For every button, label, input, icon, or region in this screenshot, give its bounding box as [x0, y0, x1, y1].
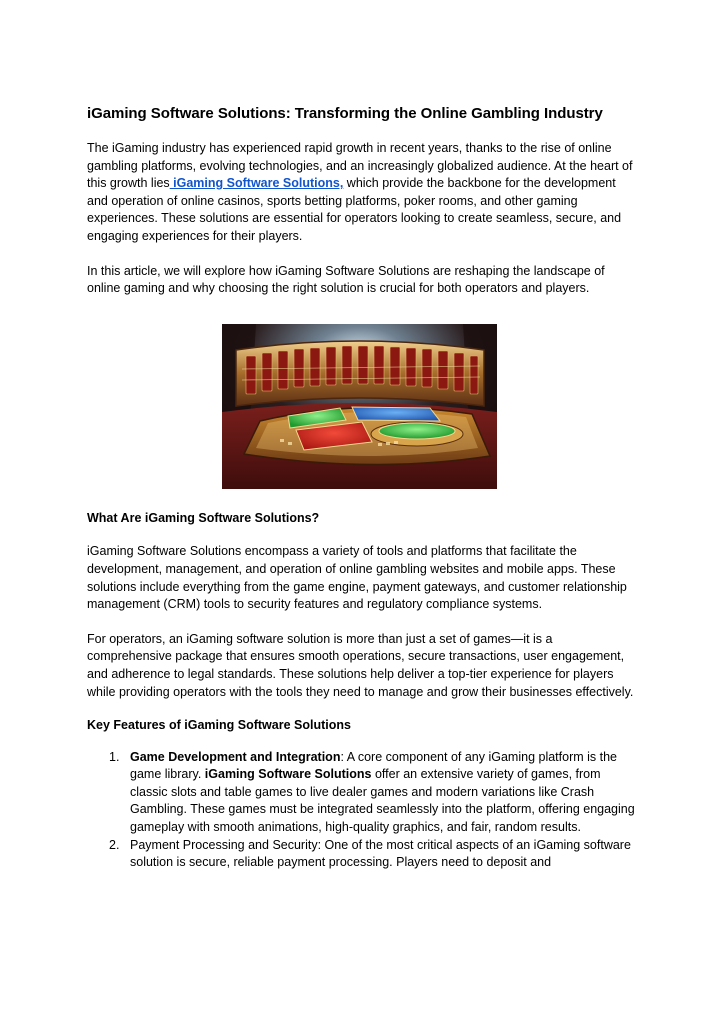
intro-text-before-link: The iGaming industry has experienced rapid growth in recent years, thanks to the rise of online gambling platforms, evolving technologies, and an increasingly globalized audience. At the heart of this growth lies [87, 141, 633, 191]
article-overview-paragraph: In this article, we will explore how iGaming Software Solutions are reshaping the landscape of online gaming and why choosing the right solution is crucial for both operators and players. [87, 263, 605, 296]
casino-table-image [222, 324, 497, 489]
list-item-number: 1. [109, 749, 120, 764]
list-item-text: offer an extensive variety of games, from classic slots and table games to live dealer games and modern variations like Crash Gambling. These games must be integrated seamlessly into the platform, offering engaging gameplay with smooth animations, high-quality graphics, and fair, random results. [130, 767, 635, 835]
intro-text-after-link: which provide the backbone for the development and operation of online casinos, sports betting platforms, poker rooms, and other gaming experiences. These solutions are essential for operators looking to create seamless, secure, and engaging experiences for their players. [87, 176, 622, 243]
list-item-text: : A core component of any iGaming platform is the game library. [130, 749, 618, 782]
casino-table-figure [87, 324, 635, 489]
list-item-text: Payment Processing and Security: One of the most critical aspects of an iGaming software solution is secure, reliable payment processing. Players need to deposit and [130, 837, 631, 870]
document-body [87, 104, 635, 872]
igaming-solutions-link[interactable]: iGaming Software Solutions, [169, 176, 344, 191]
list-item-emphasis: iGaming Software Solutions [204, 767, 372, 782]
section-heading-what-are: What Are iGaming Software Solutions? [87, 510, 320, 525]
operators-paragraph: For operators, an iGaming software solution is more than just a set of games—it is a comprehensive package that ensures smooth operations, secure transactions, user engagement, and adherence to legal standards. These solutions help deliver a top-tier experience for players while providing operators with the tools they need to manage and grow their businesses effectively. [87, 631, 634, 699]
document-title: iGaming Software Solutions: Transforming the Online Gambling Industry [87, 105, 603, 122]
what-are-paragraph: iGaming Software Solutions encompass a variety of tools and platforms that facilitate the development, management, and operation of online gambling websites and mobile apps. These solutions include everything from the game engine, payment gateways, and customer relationship management (CRM) tools to security features and regulatory compliance systems. [87, 544, 627, 612]
list-item-number: 2. [109, 837, 120, 852]
list-item [87, 749, 635, 837]
list-item [87, 837, 635, 872]
list-item-heading: Game Development and Integration [130, 749, 341, 764]
key-features-list [87, 749, 635, 872]
intro-paragraph [87, 140, 635, 246]
section-heading-key-features: Key Features of iGaming Software Solutions [87, 718, 351, 733]
